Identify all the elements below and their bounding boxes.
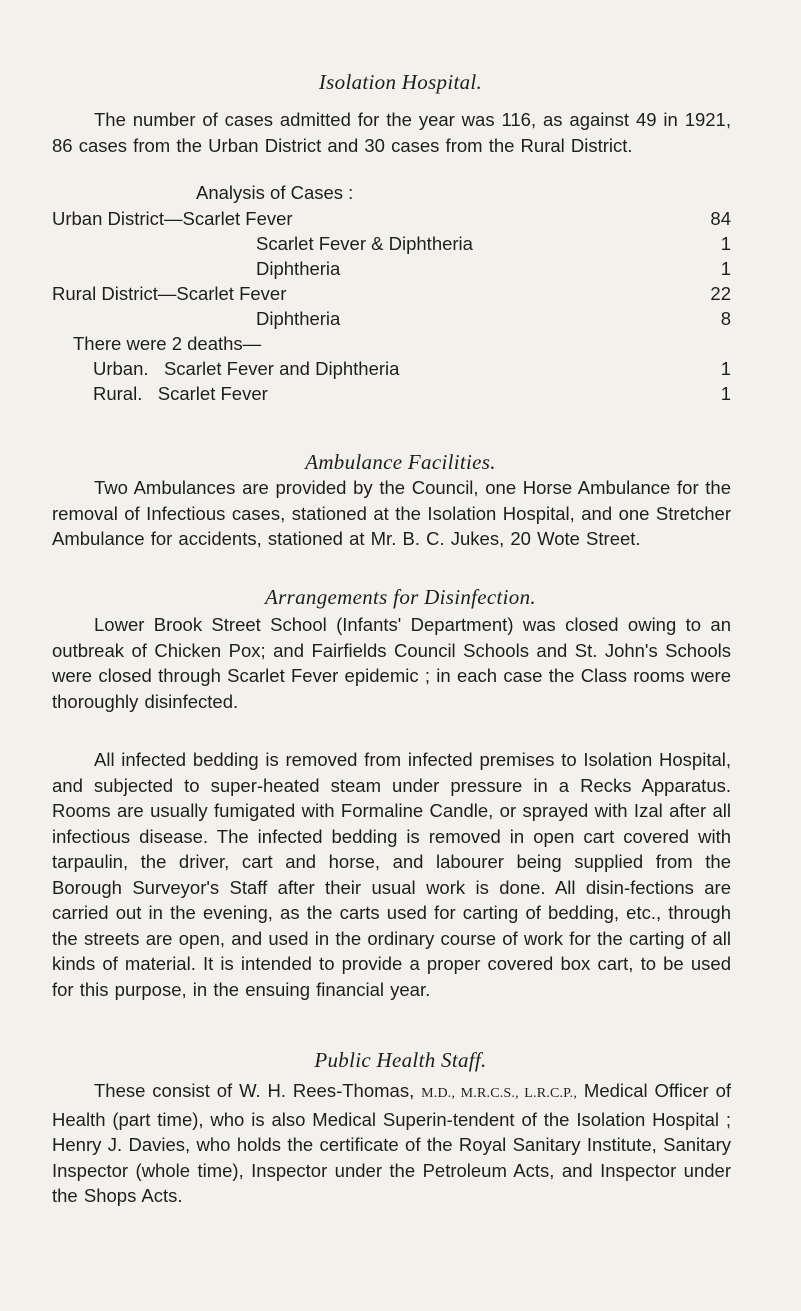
deaths-title-text: There were 2 deaths—: [73, 333, 262, 354]
deaths-title: [73, 333, 573, 359]
heading-isolation-hospital: Isolation Hospital.: [318, 70, 483, 94]
analysis-row-label: Diphtheria: [256, 258, 341, 279]
analysis-row: [52, 283, 731, 309]
deaths-row: [93, 383, 731, 409]
staff-text-before: These consist of W. H. Rees-Thomas,: [94, 1080, 422, 1101]
analysis-row-value: 8: [720, 308, 731, 329]
analysis-row: [256, 308, 731, 334]
deaths-row-label: Rural. Scarlet Fever: [93, 383, 268, 404]
paragraph-school-closures: Lower Brook Street School (Infants' Department) was closed owing to an outbreak of Chicken Pox; and Fairfields Council Schools and St. John's Schools were closed through Scarlet Fever epidemic ; in each case the Class rooms were thoroughly disinfected.: [52, 614, 731, 712]
staff-text-after: Medical Officer of Health (part time), who is also Medical Superin-tendent of the Isolation Hospital ; Henry J. Davies, who holds the certificate of the Royal Sanitary Institute, Sanitary Inspector (whole time), Inspector under the Petroleum Acts, and Inspector under the Shops Acts.: [52, 1080, 731, 1206]
heading-ambulance-facilities: Ambulance Facilities.: [305, 450, 496, 474]
analysis-row-value: 84: [710, 208, 731, 229]
analysis-row-label: Diphtheria: [256, 308, 341, 329]
analysis-title: Analysis of Cases :: [196, 182, 354, 203]
analysis-row-label: Rural District—Scarlet Fever: [52, 283, 287, 304]
analysis-row: [256, 233, 731, 259]
paragraph-cases-admitted: The number of cases admitted for the year was 116, as against 49 in 1921, 86 cases from the Urban District and 30 cases from the Rural District.: [52, 109, 731, 156]
analysis-row-value: 1: [720, 258, 731, 279]
analysis-row-value: 1: [720, 233, 731, 254]
deaths-row-value: 1: [720, 383, 731, 404]
deaths-row: [93, 358, 731, 384]
paragraph-staff: [52, 1078, 731, 1209]
analysis-row: [52, 208, 731, 234]
paragraph-disinfection-process: All infected bedding is removed from infected premises to Isolation Hospital, and subjected to super-heated steam under pressure in a Recks Apparatus. Rooms are usually fumigated with Formaline Candle, or sprayed with Izal after all infectious disease. The infected bedding is removed in open cart covered with tarpaulin, the driver, cart and horse, and labourer being supplied from the Borough Surveyor's Staff after their usual work is done. All disin-fections are carried out in the evening, as the carts used for carting of bedding, etc., through the streets are open, and used in the ordinary course of work for the carting of all kinds of material. It is intended to provide a proper covered box cart, to be used for this purpose, in the ensuing financial year.: [52, 749, 731, 1000]
analysis-row: [256, 258, 731, 284]
deaths-row-value: 1: [720, 358, 731, 379]
deaths-row-label: Urban. Scarlet Fever and Diphtheria: [93, 358, 400, 379]
heading-public-health-staff: Public Health Staff.: [314, 1048, 487, 1072]
paragraph-ambulances: Two Ambulances are provided by the Council, one Horse Ambulance for the removal of Infectious cases, stationed at the Isolation Hospital, and one Stretcher Ambulance for accidents, stationed at Mr. B. C. Jukes, 20 Wote Street.: [52, 477, 731, 549]
staff-degrees: M.D., M.R.C.S., L.R.C.P.,: [421, 1086, 578, 1101]
analysis-row-label: Scarlet Fever & Diphtheria: [256, 233, 473, 254]
analysis-row-value: 22: [710, 283, 731, 304]
heading-disinfection: Arrangements for Disinfection.: [265, 585, 536, 609]
analysis-row-label: Urban District—Scarlet Fever: [52, 208, 293, 229]
